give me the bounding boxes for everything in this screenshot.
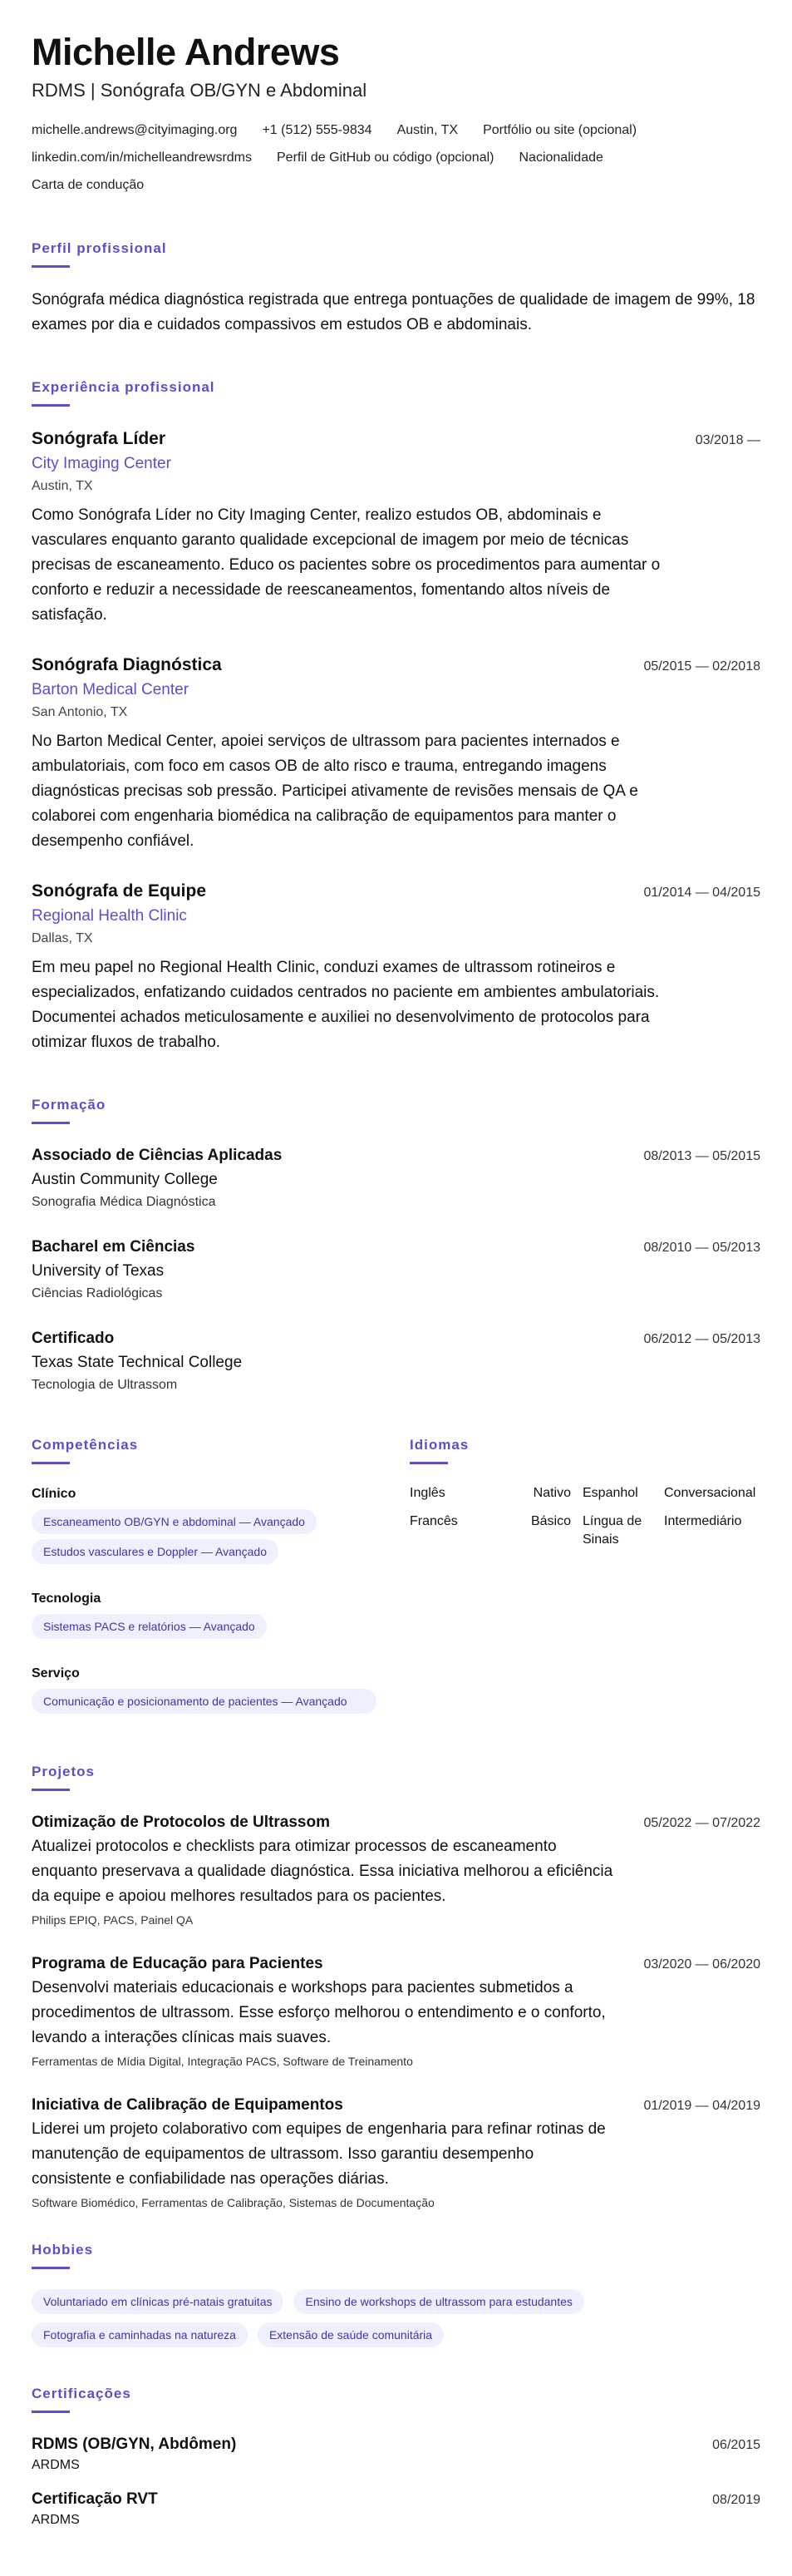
job-description: Em meu papel no Regional Health Clinic, conduzi exames de ultrassom rotineiros e especializados, enfatizando cuidados centrados no paciente em ambientes ambulatoriais. Documentei achados meticulosamente e auxiliei no desenvolvimento de protocolos para otimizar fluxos de trabalho. [32, 959, 660, 1051]
contact-portfolio[interactable]: Portfólio ou site (opcional) [483, 123, 637, 137]
certification-name: Certificação RVT [32, 2490, 158, 2508]
education-field: Ciências Radiológicas [32, 1286, 163, 1300]
language-level: Básico [530, 1514, 571, 1528]
project-title: Programa de Educação para Pacientes [32, 1955, 323, 1972]
section-divider [32, 1789, 70, 1791]
job-location: Dallas, TX [32, 931, 93, 945]
section-title-skills: Competências [32, 1437, 139, 1453]
language-name: Espanhol [583, 1486, 638, 1500]
contact-driving-license: Carta de condução [32, 178, 145, 192]
education-dates: 08/2010 — 05/2013 [643, 1241, 760, 1255]
hobby-list [32, 2289, 760, 2356]
section-divider [32, 404, 70, 407]
hobby-chip: Extensão de saúde comunitária [258, 2322, 444, 2347]
skill-chip: Comunicação e posicionamento de pacientes — Avançado [32, 1689, 376, 1714]
skill-group [32, 1484, 410, 1569]
job-entry [32, 653, 760, 854]
skills-section [32, 1419, 410, 1739]
contact-list [32, 116, 760, 199]
hobbies-section [32, 2242, 760, 2356]
headline: RDMS | Sonógrafa OB/GYN e Abdominal [32, 80, 367, 101]
language-name: Francês [410, 1514, 458, 1528]
section-title-experience: Experiência profissional [32, 379, 215, 395]
candidate-name: Michelle Andrews [32, 31, 340, 73]
hobby-chip: Voluntariado em clínicas pré-natais gratuitas [32, 2289, 283, 2314]
education-dates: 06/2012 — 05/2013 [643, 1332, 760, 1346]
skill-group-name: Serviço [32, 1666, 80, 1680]
hobby-chip: Ensino de workshops de ultrassom para estudantes [293, 2289, 583, 2314]
job-description: No Barton Medical Center, apoiei serviços de ultrassom para pacientes internados e ambulatoriais, com foco em casos OB de alto risco e trauma, entregando imagens diagnósticas precisas sob pressão. Participei ativamente de revisões mensais de QA e colaborei com engenharia biomédica na calibração de equipamentos para manter o desempenho confiável. [32, 733, 638, 850]
project-entry [32, 2094, 760, 2212]
language-level: Conversacional [664, 1486, 756, 1500]
education-field: Tecnologia de Ultrassom [32, 1378, 178, 1392]
education-school: Austin Community College [32, 1171, 218, 1188]
project-description: Atualizei protocolos e checklists para otimizar processos de escaneamento enquanto preservava a qualidade diagnóstica. Essa iniciativa melhorou a eficiência da equipe e apoiou melhores resultados para os pacientes. [32, 1838, 613, 1905]
skill-chip: Sistemas PACS e relatórios — Avançado [32, 1614, 267, 1639]
certification-entry [32, 2433, 760, 2475]
certification-date: 06/2015 [712, 2438, 760, 2452]
language-list [410, 1484, 759, 1549]
project-entry [32, 1952, 760, 2070]
section-divider [410, 1462, 448, 1464]
languages-section [410, 1419, 759, 1739]
education-field: Sonografia Médica Diagnóstica [32, 1195, 216, 1209]
project-dates: 05/2022 — 07/2022 [643, 1816, 760, 1830]
section-divider [32, 1462, 70, 1464]
language-name: Língua de Sinais [583, 1514, 642, 1547]
certification-issuer: ARDMS [32, 2458, 80, 2472]
language-level: Intermediário [664, 1514, 742, 1528]
job-employer: City Imaging Center [32, 455, 171, 472]
education-school: Texas State Technical College [32, 1354, 243, 1371]
skill-chip: Escaneamento OB/GYN e abdominal — Avançado [32, 1509, 317, 1534]
education-degree: Bacharel em Ciências [32, 1238, 195, 1256]
job-title: Sonógrafa Diagnóstica [32, 655, 222, 674]
contact-location: Austin, TX [396, 123, 459, 137]
education-dates: 08/2013 — 05/2015 [643, 1149, 760, 1163]
project-title: Otimização de Protocolos de Ultrassom [32, 1814, 330, 1831]
certification-issuer: ARDMS [32, 2513, 80, 2527]
section-divider [32, 1122, 70, 1124]
contact-nationality: Nacionalidade [519, 151, 603, 165]
skill-group [32, 1589, 410, 1644]
contact-github[interactable]: Perfil de GitHub ou código (opcional) [277, 151, 494, 165]
project-description: Liderei um projeto colaborativo com equipes de engenharia para refinar rotinas de manutenção de equipamentos de ultrassom. Isso garantiu desempenho consistente e confiabilidade nas operações diárias. [32, 2120, 606, 2188]
certification-date: 08/2019 [712, 2493, 760, 2507]
project-tech: Ferramentas de Mídia Digital, Integração PACS, Software de Treinamento [32, 2055, 413, 2068]
job-location: San Antonio, TX [32, 705, 128, 719]
education-entry [32, 1144, 760, 1212]
education-school: University of Texas [32, 1262, 165, 1280]
project-description: Desenvolvi materiais educacionais e workshops para pacientes submetidos a procedimentos de ultrassom. Esse esforço melhorou o entendimento e o conforto, levando a interações clínicas mais suaves. [32, 1979, 606, 2046]
education-degree: Certificado [32, 1330, 115, 1347]
job-entry [32, 427, 760, 628]
education-section [32, 1097, 760, 1395]
header [32, 30, 760, 199]
job-entry [32, 879, 760, 1055]
skill-chip: Estudos vasculares e Doppler — Avançado [32, 1539, 278, 1564]
job-employer: Regional Health Clinic [32, 907, 187, 925]
job-description: Como Sonógrafa Líder no City Imaging Center, realizo estudos OB, abdominais e vasculares enquanto garanto qualidade excepcional de imagem por meio de técnicas precisas de escaneamento. Educo os pacientes sobre os procedimentos para aumentar o conforto e reduzir a necessidade de reescaneamentos, fomentando altos níveis de satisfação. [32, 506, 661, 624]
contact-phone[interactable]: +1 (512) 555-9834 [262, 123, 372, 137]
summary-section [32, 240, 760, 338]
education-degree: Associado de Ciências Aplicadas [32, 1147, 283, 1164]
project-title: Iniciativa de Calibração de Equipamentos [32, 2096, 343, 2114]
job-dates: 03/2018 — [695, 433, 760, 447]
language-name: Inglês [410, 1486, 445, 1500]
education-entry [32, 1236, 760, 1304]
section-divider [32, 2267, 70, 2269]
hobby-chip: Fotografia e caminhadas na natureza [32, 2322, 248, 2347]
job-dates: 01/2014 — 04/2015 [643, 886, 760, 900]
job-employer: Barton Medical Center [32, 681, 189, 698]
job-title: Sonógrafa de Equipe [32, 881, 207, 901]
contact-linkedin[interactable]: linkedin.com/in/michelleandrewsrdms [32, 151, 252, 165]
section-divider [32, 2411, 70, 2413]
project-entry [32, 1811, 760, 1929]
section-title-summary: Perfil profissional [32, 240, 167, 256]
job-dates: 05/2015 — 02/2018 [643, 659, 760, 674]
certifications-section [32, 2386, 760, 2529]
project-dates: 03/2020 — 06/2020 [643, 1957, 760, 1971]
certification-name: RDMS (OB/GYN, Abdômen) [32, 2435, 237, 2453]
experience-section [32, 379, 760, 1055]
job-title: Sonógrafa Líder [32, 429, 166, 448]
job-location: Austin, TX [32, 479, 93, 493]
skill-group-name: Tecnologia [32, 1591, 101, 1606]
skill-group [32, 1664, 410, 1719]
projects-section [32, 1764, 760, 2212]
section-title-projects: Projetos [32, 1764, 96, 1779]
contact-email[interactable]: michelle.andrews@cityimaging.org [32, 123, 238, 137]
section-title-education: Formação [32, 1097, 106, 1113]
project-dates: 01/2019 — 04/2019 [643, 2099, 760, 2113]
section-divider [32, 265, 70, 268]
section-title-languages: Idiomas [410, 1437, 470, 1453]
skills-languages-row [32, 1419, 760, 1739]
project-tech: Software Biomédico, Ferramentas de Calibração, Sistemas de Documentação [32, 2196, 435, 2209]
education-entry [32, 1327, 760, 1395]
section-title-hobbies: Hobbies [32, 2242, 94, 2258]
section-title-certifications: Certificações [32, 2386, 131, 2401]
project-tech: Philips EPIQ, PACS, Painel QA [32, 1913, 194, 1927]
summary-text: Sonógrafa médica diagnóstica registrada que entrega pontuações de qualidade de imagem de 99%, 18 exames por dia e cuidados compassivos em estudos OB e abdominais. [32, 291, 755, 333]
certification-entry [32, 2488, 760, 2529]
skill-group-name: Clínico [32, 1487, 76, 1501]
language-level: Nativo [533, 1486, 571, 1500]
